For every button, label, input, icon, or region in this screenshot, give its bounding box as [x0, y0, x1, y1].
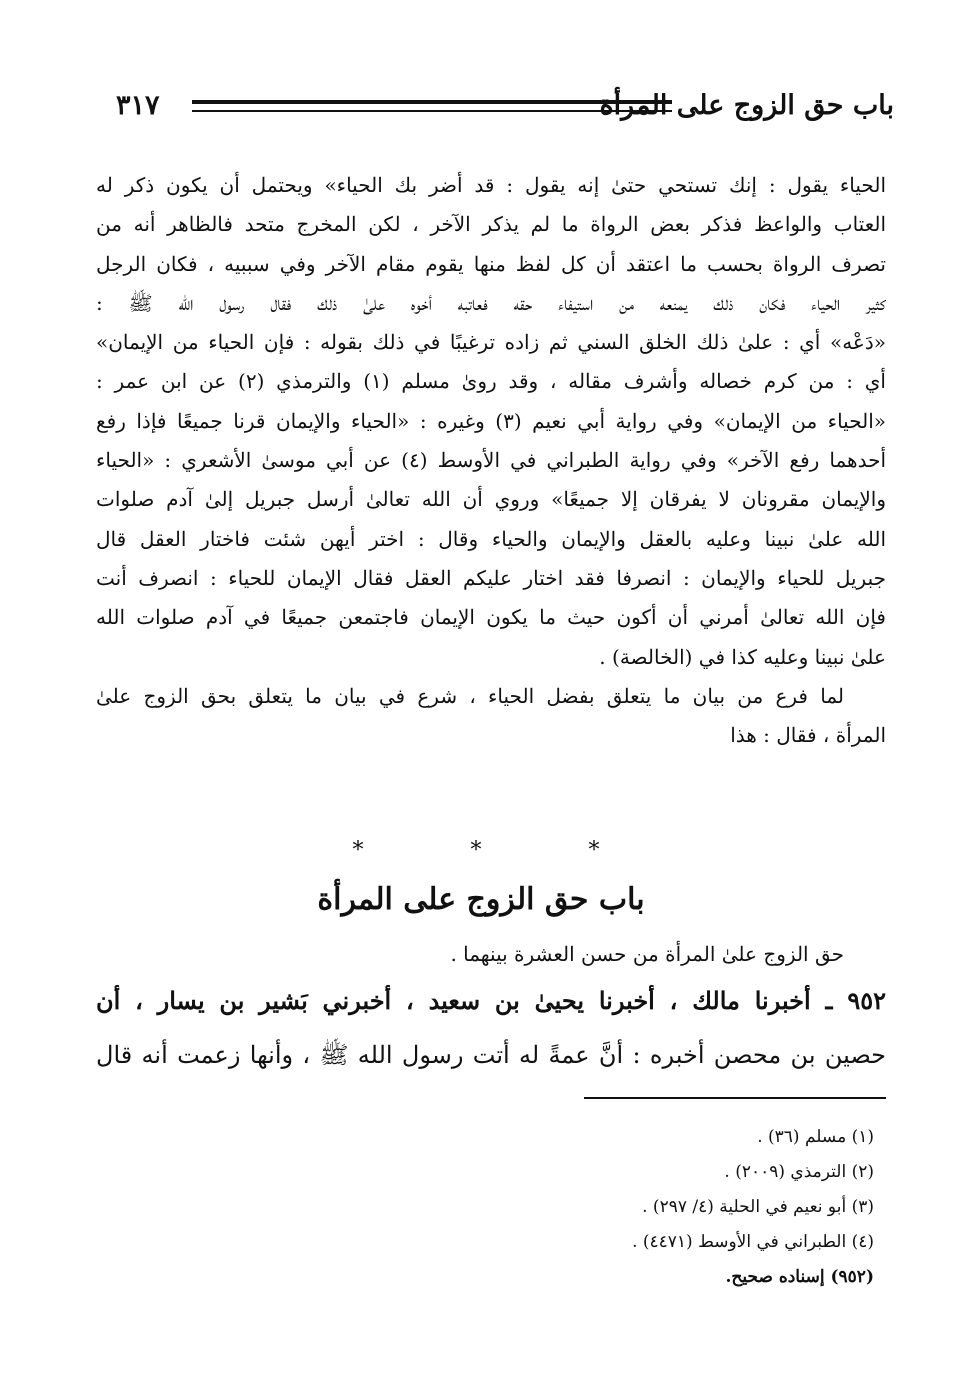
- text-line: «الحياء من الإيمان» وفي رواية أبي نعيم (٣) وغيره : «الحياء والإيمان قرنا جميعًا فإذا رفع: [96, 408, 886, 433]
- text-line: الحياء يقول : إنك تستحي حتىٰ إنه يقول : قد أضر بك الحياء» ويحتمل أن يكون ذكر له: [96, 173, 886, 197]
- text-line: أي : من كرم خصاله وأشرف مقاله ، وقد روىٰ مسلم (١) والترمذي (٢) عن ابن عمر :: [96, 369, 886, 394]
- text-line: فإن الله تعالىٰ أمرني أن أكون حيث ما يكون الإيمان فاجتمعن جميعًا في آدم صلوات الله: [96, 605, 886, 630]
- text-line: كثير الحياء فكان ذلك يمنعه من استيفاء حقه فعاتبه أخوه علىٰ ذلك فقال رسول الله ﷺ :: [96, 290, 886, 315]
- text-line: جبريل للحياء والإيمان : انصرفا فقد اختار عليكم العقل فقال الإيمان للحياء : انصرف أنت: [96, 565, 886, 590]
- text-line: العتاب والواعظ فذكر بعض الرواة ما لم يذكر الآخر ، لكن المخرج متحد فالظاهر أنه من: [96, 212, 886, 237]
- footnote: (٤) الطبراني في الأوسط (٤٤٧١) .: [632, 1232, 874, 1252]
- section-separator: * * *: [352, 838, 650, 863]
- text-line: والإيمان مقرونان لا يفرقان إلا جميعًا» وروي أن الله تعالىٰ أرسل جبريل إلىٰ آدم صلوات: [96, 487, 886, 512]
- running-title: باب حق الزوج على المرأة: [599, 90, 894, 121]
- page-number: ٣١٧: [116, 90, 160, 121]
- header-rule: [192, 100, 672, 112]
- footnote-rule: [584, 1097, 886, 1099]
- footnotes: [474, 1120, 874, 1295]
- body-commentary: [96, 166, 886, 755]
- chapter-title: باب حق الزوج على المرأة: [317, 882, 645, 917]
- text-line: لما فرع من بيان ما يتعلق بفضل الحياء ، شرع في بيان ما يتعلق بحق الزوج علىٰ: [96, 683, 844, 708]
- text-line: علىٰ نبينا وعليه كذا في (الخالصة) .: [599, 644, 886, 669]
- footnote: (٢) الترمذي (٢٠٠٩) .: [724, 1162, 874, 1182]
- text-line: أحدهما رفع الآخر» وفي رواية الطبراني في الأوسط (٤) عن أبي موسىٰ الأشعري : «الحياء: [96, 448, 886, 473]
- text-line: تصرف الرواة بحسب ما اعتقد أن كل لفظ منها يقوم مقام الآخر وفي سببيه ، فكان الرجل: [96, 251, 886, 276]
- page-header: [116, 86, 894, 126]
- chapter-body: [96, 935, 886, 1082]
- text-line: المرأة ، فقال : هذا: [730, 723, 886, 748]
- text-line: الله علىٰ نبينا وعليه بالعقل والإيمان والحياء وقال : اختر أيهن شئت فاختار العقل قال: [96, 526, 886, 551]
- footnote: (٣) أبو نعيم في الحلية (٤/ ٢٩٧) .: [642, 1197, 874, 1217]
- hadith-line: حصين بن محصن أخبره : أنَّ عمةً له أتت رسول الله ﷺ ، وأنها زعمت أنه قال: [96, 1041, 886, 1070]
- text-line: «دَعْه» أي : علىٰ ذلك الخلق السني ثم زاده ترغيبًا في ذلك بقوله : فإن الحياء من الإيمان»: [96, 330, 886, 355]
- footnote: (١) مسلم (٣٦) .: [757, 1127, 874, 1147]
- hadith-line: ٩٥٢ ـ أخبرنا مالك ، أخبرنا يحيىٰ بن سعيد ، أخبرني بَشير بن يسار ، أن: [96, 986, 886, 1016]
- footnote: (٩٥٢) إسناده صحيح.: [725, 1267, 874, 1287]
- chapter-intro: حق الزوج علىٰ المرأة من حسن العشرة بينهما .: [450, 942, 844, 966]
